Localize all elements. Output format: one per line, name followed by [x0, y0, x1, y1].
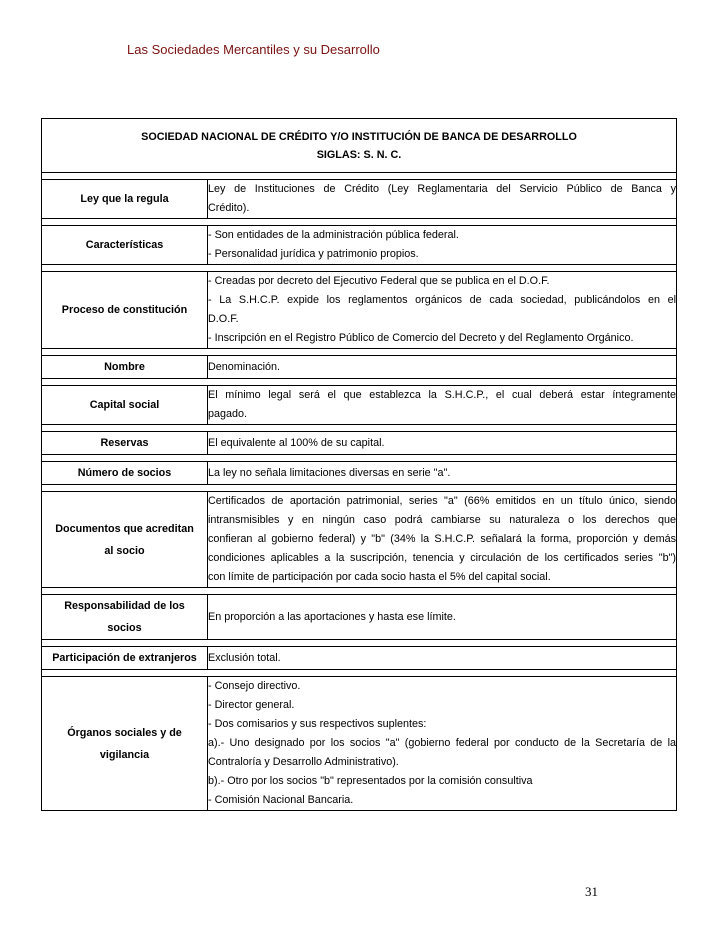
row-content-line: - Director general. — [208, 699, 295, 711]
row-label: Características — [85, 239, 164, 251]
row-content-line: - Creadas por decreto del Ejecutivo Federal que se publica en el D.O.F. — [208, 275, 550, 287]
row-label: Capital social — [89, 399, 160, 411]
row-spacer — [42, 670, 677, 677]
row-label-cell — [42, 356, 208, 379]
table-row — [42, 180, 677, 219]
row-content-line: b).- Otro por los socios "b" representados por la comisión consultiva — [208, 775, 533, 787]
row-content-line: Contraloría y Desarrollo Administrativo). — [208, 756, 399, 768]
row-content-line: con límite de participación por cada socio hasta el 5% del capital social. — [208, 571, 551, 583]
row-content-line: Denominación. — [208, 360, 281, 373]
row-content-cell — [208, 492, 677, 588]
table-row — [42, 462, 677, 485]
row-content-line: - La S.H.C.P. expide los reglamentos orgánicos de cada sociedad, publicándolos en el — [208, 294, 677, 306]
row-spacer — [42, 455, 677, 462]
table-title-line: SOCIEDAD NACIONAL DE CRÉDITO Y/O INSTITUCIÓN DE BANCA DE DESARROLLO — [141, 130, 577, 143]
row-content-cell — [208, 180, 677, 219]
row-spacer — [42, 640, 677, 647]
row-content-line: Ley de Instituciones de Crédito (Ley Reglamentaria del Servicio Público de Banca y — [208, 183, 677, 195]
row-content-line: La ley no señala limitaciones diversas en serie "a". — [208, 466, 451, 479]
row-label: Reservas — [100, 437, 149, 449]
row-content-line: - Consejo directivo. — [208, 680, 301, 692]
row-label: Nombre — [104, 361, 145, 373]
row-content-line: intransmisibles y en ningún caso podrá cambiarse su naturaleza o los derechos que — [208, 514, 677, 526]
row-label-cell — [42, 647, 208, 670]
row-label-cell — [42, 226, 208, 265]
row-spacer — [42, 379, 677, 386]
table-row — [42, 492, 677, 588]
row-label-cell — [42, 492, 208, 588]
row-content-cell — [208, 356, 677, 379]
row-label-cell — [42, 595, 208, 640]
row-label: Participación de extranjeros — [52, 652, 197, 664]
table-row — [42, 272, 677, 349]
row-spacer — [42, 485, 677, 492]
row-label: al socio — [104, 544, 145, 557]
row-spacer-cell — [42, 670, 677, 677]
header-title: Las Sociedades Mercantiles y su Desarrollo — [127, 42, 380, 57]
snc-table — [41, 118, 677, 811]
table-row — [42, 595, 677, 640]
row-content-line: D.O.F. — [208, 313, 239, 325]
table-row — [42, 356, 677, 379]
row-content-line: Exclusión total. — [208, 651, 281, 664]
row-label: Documentos que acreditan — [55, 522, 194, 535]
table-row — [42, 432, 677, 455]
row-content-line: El equivalente al 100% de su capital. — [208, 436, 385, 449]
page-number: 31 — [585, 884, 598, 899]
row-spacer — [42, 173, 677, 180]
row-label-cell — [42, 272, 208, 349]
row-content-line: - Inscripción en el Registro Público de Comercio del Decreto y del Reglamento Orgánico. — [208, 332, 634, 344]
row-spacer — [42, 425, 677, 432]
row-label-cell — [42, 180, 208, 219]
row-spacer — [42, 349, 677, 356]
row-label-cell — [42, 386, 208, 425]
row-spacer-cell — [42, 640, 677, 647]
row-content-cell — [208, 677, 677, 811]
row-spacer-cell — [42, 485, 677, 492]
row-content-line: - Personalidad jurídica y patrimonio propios. — [208, 248, 419, 260]
row-spacer-cell — [42, 588, 677, 595]
table-row — [42, 226, 677, 265]
row-content-line: Certificados de aportación patrimonial, series "a" (66% emitidos en un título único, siendo — [208, 495, 677, 507]
row-label: Ley que la regula — [80, 193, 169, 205]
row-spacer — [42, 588, 677, 595]
row-content-cell — [208, 647, 677, 670]
row-content-line: condiciones aplicables a la suscripción, tenencia y circulación de los certificados series "b") — [208, 552, 677, 564]
table-row — [42, 647, 677, 670]
table-row — [42, 677, 677, 811]
row-spacer-cell — [42, 219, 677, 226]
table-row — [42, 386, 677, 425]
row-spacer-cell — [42, 455, 677, 462]
row-content-line: Crédito). — [208, 202, 250, 214]
row-spacer-cell — [42, 379, 677, 386]
row-spacer — [42, 219, 677, 226]
table-title — [42, 119, 677, 173]
row-content-cell — [208, 272, 677, 349]
row-content-line: - Comisión Nacional Bancaria. — [208, 794, 354, 806]
row-spacer-cell — [42, 349, 677, 356]
row-label: Número de socios — [77, 467, 172, 479]
row-content-cell — [208, 226, 677, 265]
row-label-cell — [42, 462, 208, 485]
row-spacer-cell — [42, 265, 677, 272]
row-spacer-cell — [42, 425, 677, 432]
row-content-line: - Son entidades de la administración pública federal. — [208, 229, 459, 241]
row-label-cell — [42, 432, 208, 455]
table-subtitle-line: SIGLAS: S. N. C. — [316, 148, 402, 161]
row-content-line: El mínimo legal será el que establezca la S.H.C.P., el cual deberá estar íntegramente — [208, 389, 677, 401]
row-content-cell — [208, 386, 677, 425]
row-content-cell — [208, 432, 677, 455]
row-label: vigilancia — [99, 748, 150, 761]
row-content-line: pagado. — [208, 408, 248, 420]
row-content-line: confieran al gobierno federal) y "b" (34% la S.H.C.P. señalará la forma, proporción y demás — [208, 533, 677, 545]
row-content-cell — [208, 462, 677, 485]
row-label: Responsabilidad de los — [64, 600, 185, 612]
row-label: socios — [107, 622, 142, 634]
row-content-line: En proporción a las aportaciones y hasta ese límite. — [208, 610, 456, 623]
row-label-cell — [42, 677, 208, 811]
row-content-cell — [208, 595, 677, 640]
row-content-line: - Dos comisarios y sus respectivos suplentes: — [208, 718, 427, 730]
row-label: Proceso de constitución — [61, 304, 188, 316]
row-label: Órganos sociales y de — [67, 726, 182, 739]
row-content-line: a).- Uno designado por los socios "a" (gobierno federal por conducto de la Secretaría de la — [208, 737, 677, 749]
row-spacer-cell — [42, 173, 677, 180]
row-spacer — [42, 265, 677, 272]
